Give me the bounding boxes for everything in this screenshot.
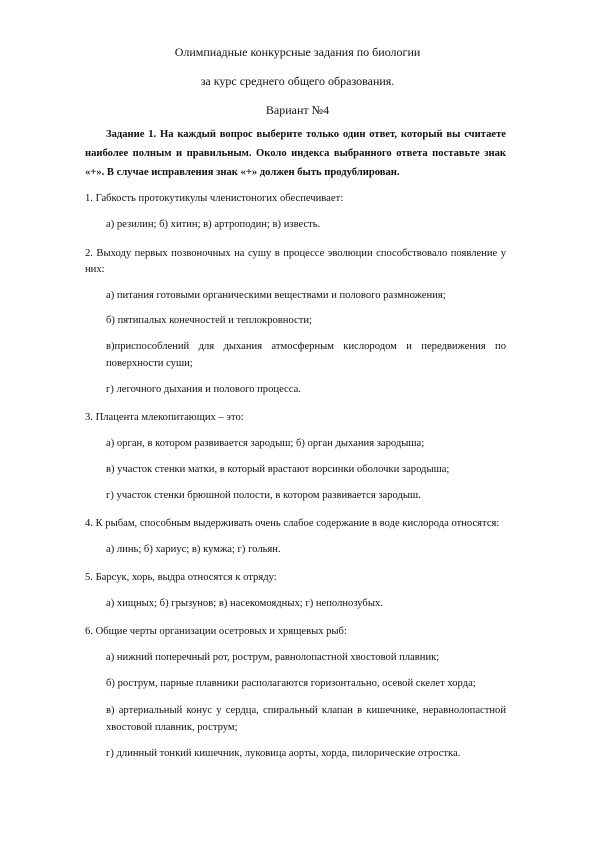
question-1: 1. Габкость протокутикулы членистоногих обеспечивает:	[85, 193, 344, 204]
task-instruction-line-2: наиболее полным и правильным. Около индекса выбранного ответа поставьте знак	[85, 148, 506, 159]
answer-2c-line-1: в)приспособлений для дыхания атмосферным кислородом и передвижения по	[106, 341, 506, 352]
question-2-line-1: 2. Выходу первых позвоночных на сушу в процессе эволюции способствовало появление у	[85, 248, 506, 259]
answer-1-options: а) резилин; б) хитин; в) артроподин; в) известь.	[106, 219, 321, 230]
answer-2d: г) легочного дыхания и полового процесса.	[106, 384, 301, 395]
title-line-1: Олимпиадные конкурсные задания по биологии	[174, 45, 421, 59]
answer-6b: б) рострум, парные плавники располагаются горизонтально, осевой скелет хорда;	[106, 678, 476, 689]
task-instruction-line-3: «+». В случае исправления знак «+» должен быть продублирован.	[85, 167, 400, 178]
answer-3c: в) участок стенки матки, в который врастают ворсинки оболочки зародыша;	[106, 464, 450, 475]
title-line-2: за курс среднего общего образования.	[200, 74, 395, 88]
question-2-line-2: них:	[85, 264, 105, 275]
answer-2a: а) питания готовыми органическими веществами и полового размножения;	[106, 290, 446, 301]
answer-6c-line-1: в) артериальный конус у сердца, спиральный клапан в кишечнике, неравнолопастной	[106, 705, 506, 716]
answer-5-options: а) хищных; б) грызунов; в) насекомоядных; г) неполнозубых.	[106, 598, 383, 609]
answer-3d: г) участок стенки брюшной полости, в котором развивается зародыш.	[106, 490, 421, 501]
answer-2c-line-2: поверхности суши;	[106, 358, 193, 369]
question-5: 5. Барсук, хорь, выдра относятся к отряду:	[85, 572, 277, 583]
question-3: 3. Плацента млекопитающих – это:	[85, 412, 244, 423]
answer-6a: а) нижний поперечный рот, рострум, равнолопастной хвостовой плавник;	[106, 652, 440, 663]
variant-title: Вариант №4	[265, 103, 330, 117]
answer-4-options: а) линь; б) хариус; в) кумжа; г) гольян.	[106, 544, 281, 555]
task-instruction-line-1: Задание 1. На каждый вопрос выберите только один ответ, который вы считаете	[106, 129, 506, 140]
answer-6c-line-2: хвостовой плавник, рострум;	[106, 722, 238, 733]
answer-2b: б) пятипалых конечностей и теплокровности;	[106, 315, 312, 326]
question-4: 4. К рыбам, способным выдерживать очень слабое содержание в воде кислорода относятся:	[85, 518, 500, 529]
answer-6d: г) длинный тонкий кишечник, луковица аорты, хорда, пилорические отростка.	[106, 748, 461, 759]
question-6: 6. Общие черты организации осетровых и хрящевых рыб:	[85, 626, 347, 637]
answer-3ab: а) орган, в котором развивается зародыш; б) орган дыхания зародыша;	[106, 438, 425, 449]
